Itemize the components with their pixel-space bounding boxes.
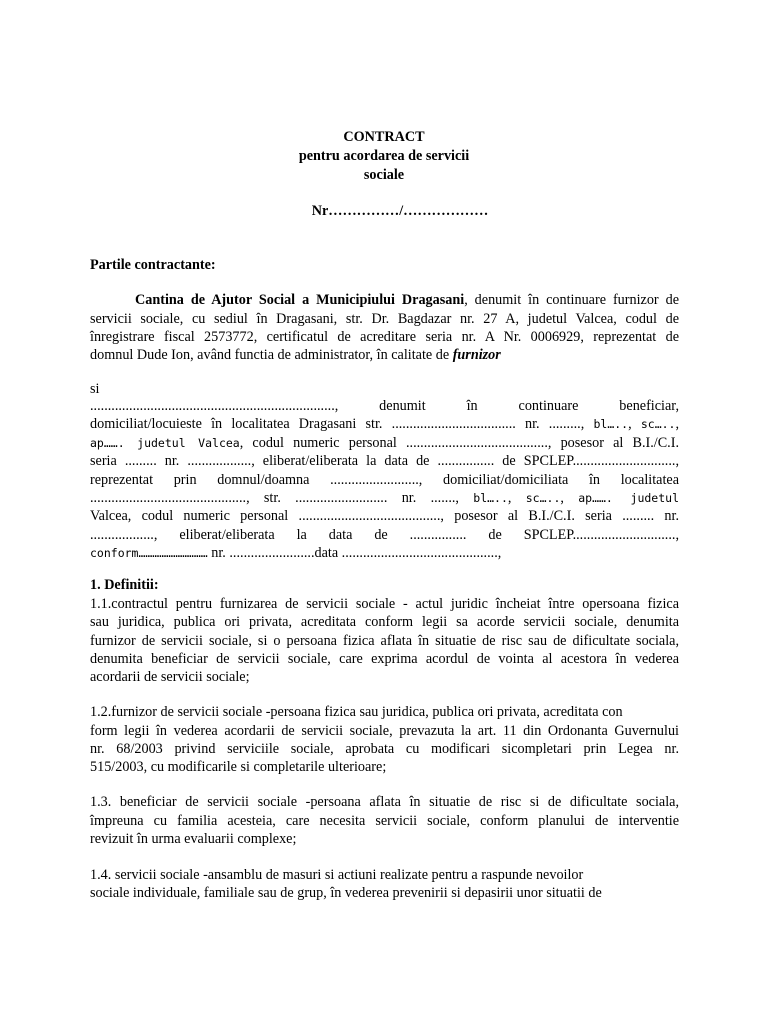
definition-1-1-line-1: 1.1.contractul pentru furnizarea de servicii sociale - actul juridic încheiat între opersoana fizica <box>90 596 679 612</box>
definition-1-2-line-3: nr. 68/2003 privind serviciile sociale, aprobata cu modificari sicompletari prin Legea nr. <box>90 741 679 757</box>
parties-heading: Partile contractante: <box>90 257 216 273</box>
provider-line-3: înregistrare fiscal 2573772, certificatul de acreditare seria nr. A Nr. 0006929, reprezentat de <box>90 329 679 345</box>
beneficiary-line-5: reprezentat prin domnul/doamna ........................., domiciliat/domiciliata în localitatea <box>90 472 679 488</box>
definitions-heading: 1. Definitii: <box>90 577 159 593</box>
contract-subtitle-1: pentru acordarea de servicii <box>298 148 470 164</box>
conjunction-si: si <box>90 381 100 397</box>
beneficiary-line-7: Valcea, codul numeric personal ........................................, posesor al B.I./C.I. seria ......... nr. <box>90 508 679 524</box>
definition-1-2-line-4: 515/2003, cu modificarile si completarile ulterioare; <box>90 759 387 775</box>
contract-title: CONTRACT <box>343 129 425 145</box>
beneficiary-line-9: conform………………………… nr. ........................data ............................................, <box>90 545 502 561</box>
definition-1-1-line-2: sau juridica, publica ori privata, acreditata conform legii sa acorde servicii sociale, denumita <box>90 614 679 630</box>
provider-line-2: servicii sociale, cu sediul în Dragasani, str. Dr. Bagdazar nr. 27 A, judetul Valcea, codul de <box>90 311 679 327</box>
definition-1-3-line-3: revizuit în urma evaluarii complexe; <box>90 831 297 847</box>
beneficiary-line-2: domiciliat/locuieste în localitatea Dragasani str. ................................... nr. ........., bl….., sc….., <box>90 416 680 432</box>
definition-1-1-line-3: furnizor de servicii sociale, si o persoana fizica aflata în situatie de risc sau de dificultate sociala, <box>90 633 679 649</box>
definition-1-4-line-1: 1.4. servicii sociale -ansamblu de masuri si actiuni realizate pentru a raspunde nevoilor <box>90 867 584 883</box>
definition-1-4-line-2: sociale individuale, familiale sau de grup, în vederea prevenirii si depasirii unor situatii de <box>90 885 602 901</box>
beneficiary-line-3: ap……. judetul Valcea, codul numeric personal ........................................, posesor al B.I./C.I. <box>90 435 679 451</box>
beneficiary-line-6: ............................................, str. .......................... nr. ......., bl….., sc….., ap……. judetul <box>90 490 680 506</box>
beneficiary-line-8: .................., eliberat/eliberata la data de ................ de SPCLEP............................., <box>90 527 679 543</box>
provider-name: Cantina de Ajutor Social a Municipiului Dragasani <box>135 292 465 308</box>
contract-number: Nr……………/……………… <box>311 203 489 219</box>
definition-1-1-line-4: denumita beneficiar de servicii sociale, care exprima acordul de vointa al acestora în vederea <box>90 651 679 667</box>
provider-line-4: domnul Dude Ion, având functia de administrator, în calitate de furnizor <box>90 347 501 363</box>
definition-1-2-line-2: form legii în vederea acordarii de servicii sociale, prevazuta la art. 11 din Ordonanta Guvernului <box>90 723 679 739</box>
definition-1-2-line-1: 1.2.furnizor de servicii sociale -persoana fizica sau juridica, publica ori privata, acreditata con <box>90 704 623 720</box>
beneficiary-line-1: ....................................................................., denumit în continuare beneficiar, <box>90 398 679 414</box>
contract-subtitle-2: sociale <box>363 167 405 183</box>
provider-line-1: Cantina de Ajutor Social a Municipiului Dragasani, denumit în continuare furnizor de <box>135 292 679 308</box>
definition-1-3-line-1: 1.3. beneficiar de servicii sociale -persoana aflata în situatie de risc si de dificultate sociala, <box>90 794 679 810</box>
provider-role: furnizor <box>452 347 501 363</box>
beneficiary-line-4: seria ......... nr. .................., eliberat/eliberata la data de ................ de SPCLEP............................., <box>90 453 679 469</box>
definition-1-1-line-5: acordarii de servicii sociale; <box>90 669 250 685</box>
definition-1-3-line-2: împreuna cu familia acesteia, care necesita servicii sociale, conform planului de interventie <box>90 813 679 829</box>
